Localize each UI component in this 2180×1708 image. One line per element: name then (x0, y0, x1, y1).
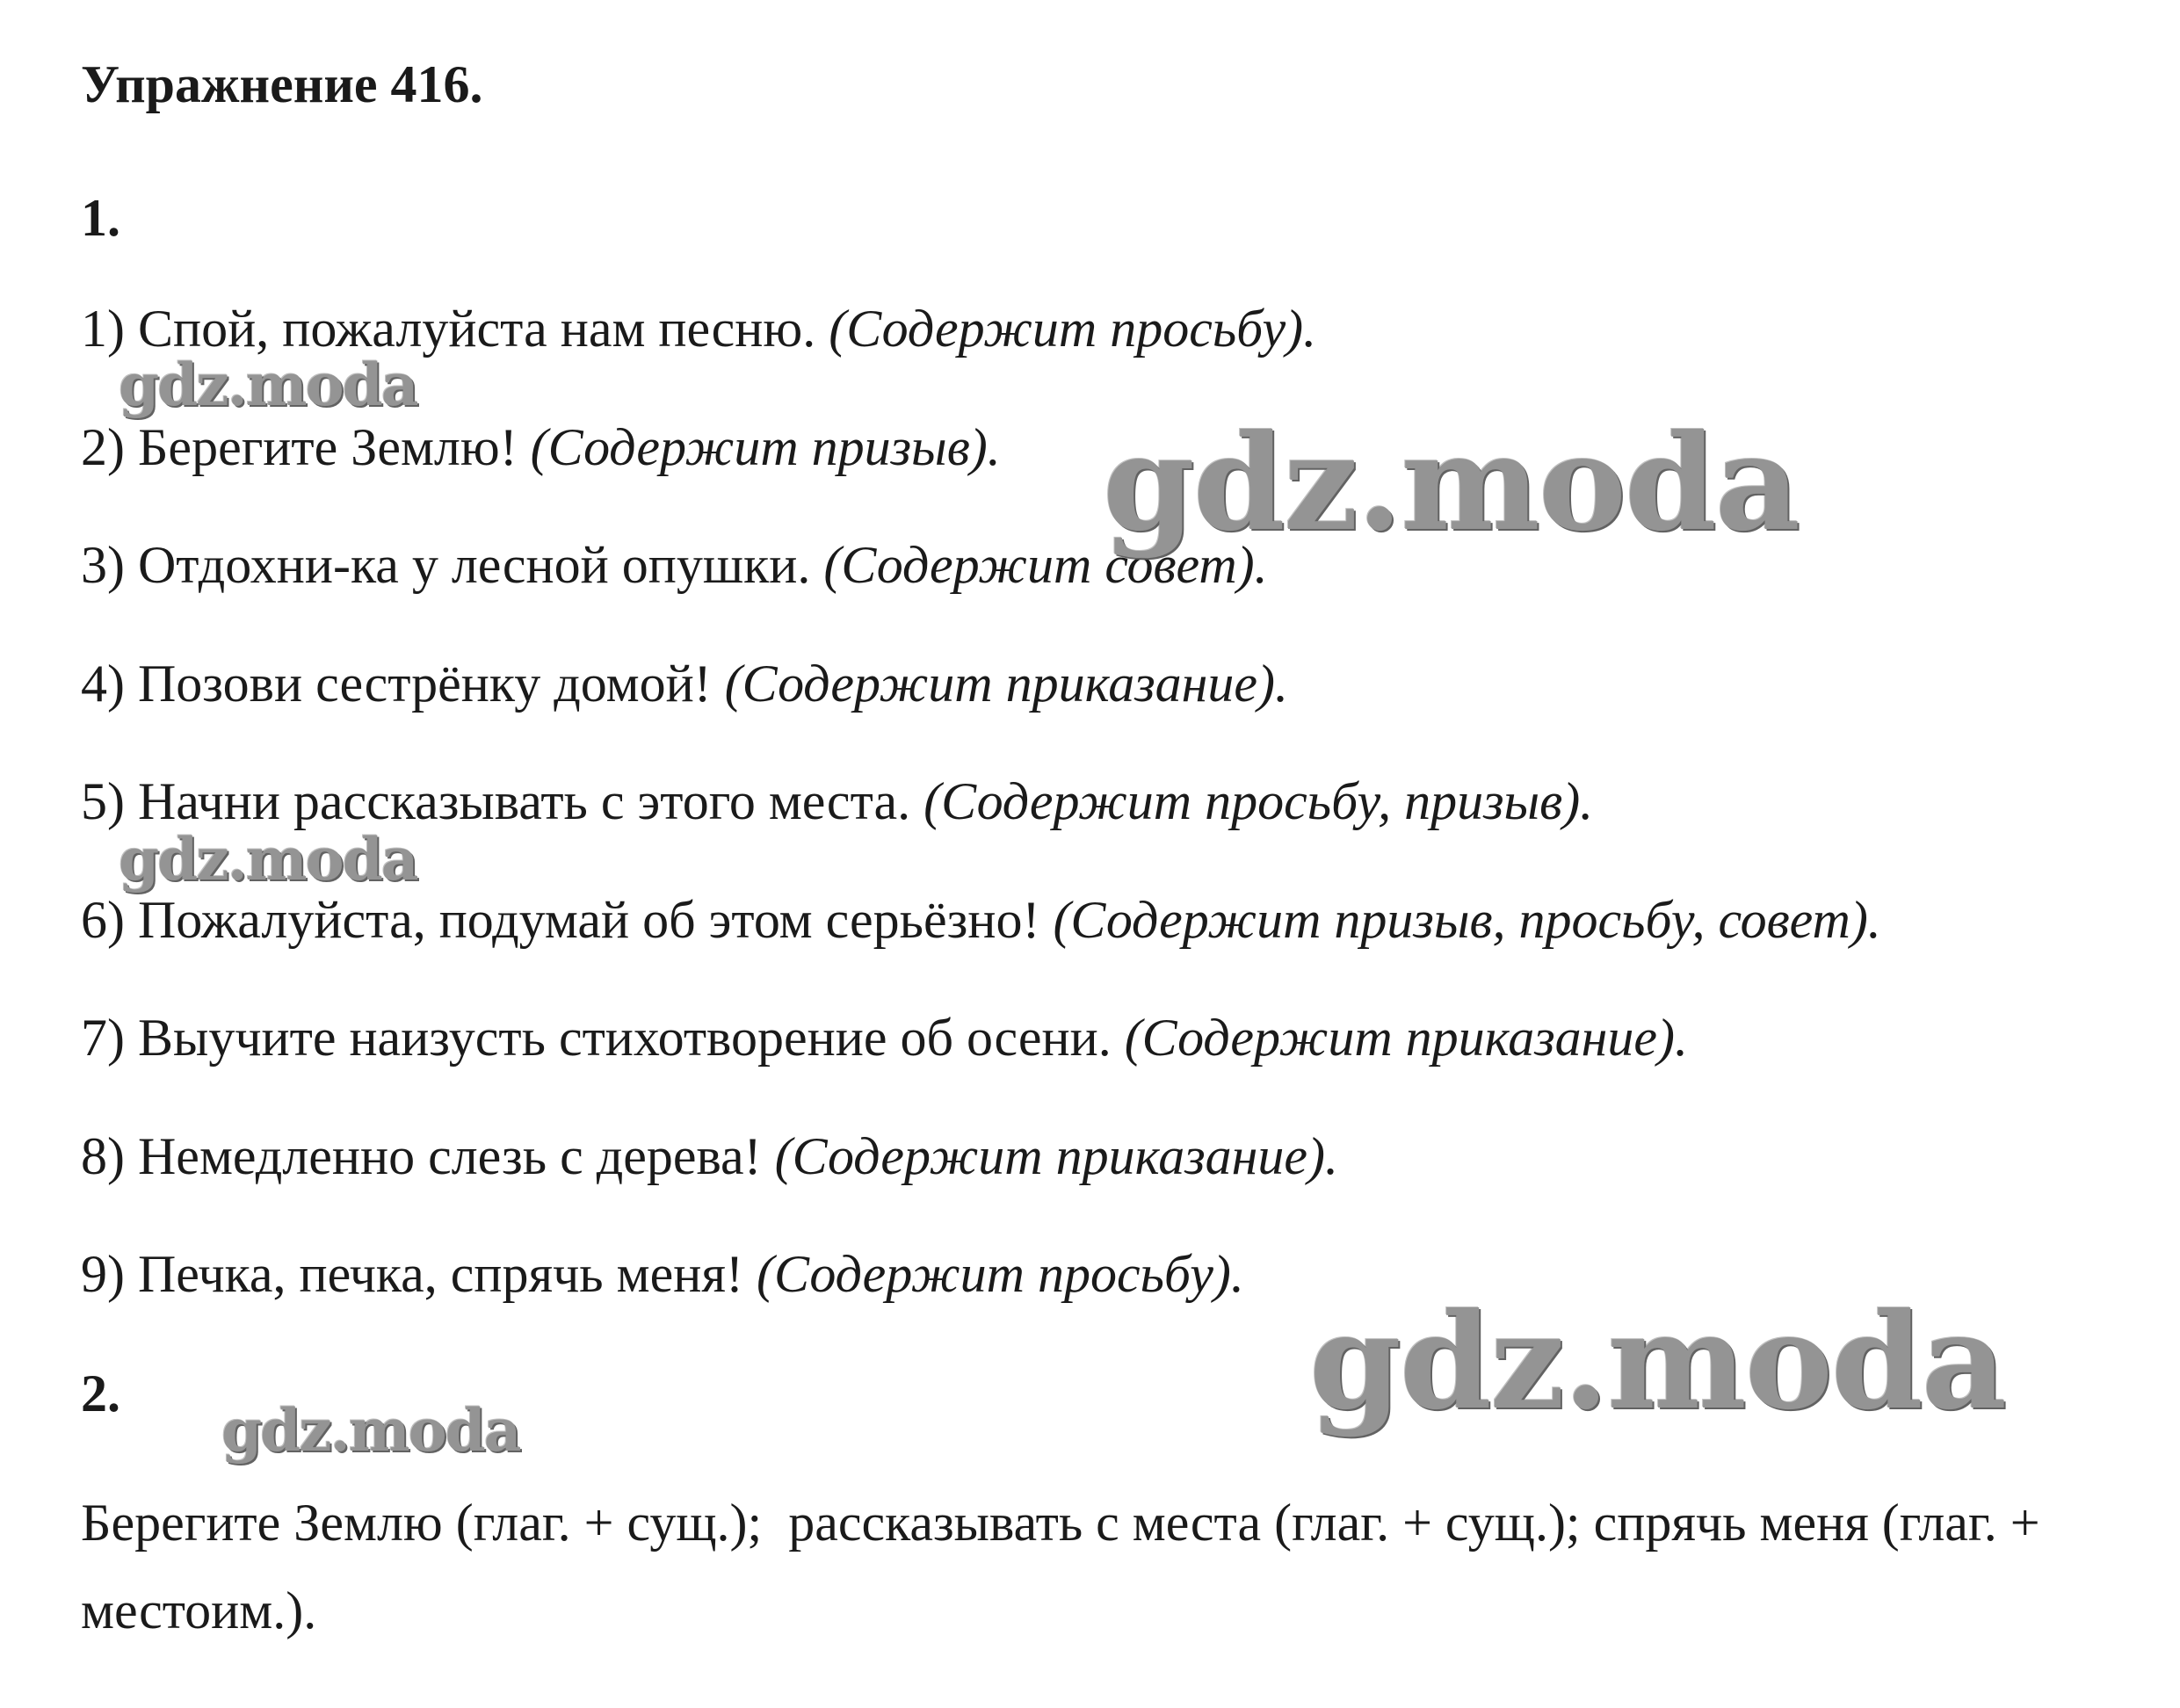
item-note: (Содержит приказание). (774, 1127, 1338, 1185)
list-item (81, 772, 1594, 830)
item-sentence: 8) Немедленно слезь с дерева! (81, 1127, 775, 1185)
item-sentence: 2) Берегите Землю! (81, 418, 531, 476)
item-sentence: 5) Начни рассказывать с этого места. (81, 772, 924, 830)
list-item (81, 536, 1268, 594)
item-note: (Содержит призыв). (530, 418, 1001, 476)
item-note: (Содержит приказание). (1124, 1009, 1689, 1067)
list-item (81, 1127, 1338, 1185)
part-1-label: 1. (81, 189, 120, 247)
item-note: (Содержит приказание). (724, 655, 1288, 713)
list-item (81, 1245, 1244, 1303)
item-note: (Содержит призыв, просьбу, совет). (1053, 891, 1881, 949)
list-item (81, 300, 1317, 358)
list-item (81, 418, 1001, 476)
watermark: gdz.moda (119, 825, 417, 894)
watermark: gdz.moda (221, 1396, 520, 1465)
item-sentence: 3) Отдохни-ка у лесной опушки. (81, 536, 824, 594)
item-sentence: 9) Печка, печка, спрячь меня! (81, 1245, 757, 1303)
watermark: gdz.moda (1309, 1285, 2006, 1439)
item-note: (Содержит просьбу). (829, 300, 1317, 358)
exercise-title: Упражнение 416. (81, 55, 483, 113)
watermark: gdz.moda (119, 351, 417, 419)
item-sentence: 6) Пожалуйста, подумай об этом серьёзно! (81, 891, 1054, 949)
watermark: gdz.moda (1103, 406, 1800, 561)
list-item (81, 891, 1881, 949)
part-2-label: 2. (81, 1364, 120, 1422)
item-note: (Содержит просьбу). (756, 1245, 1244, 1303)
list-item (81, 655, 1288, 713)
list-item (81, 1009, 1689, 1067)
item-sentence: 4) Позови сестрёнку домой! (81, 655, 725, 713)
item-note: (Содержит совет). (823, 536, 1268, 594)
item-note: (Содержит просьбу, призыв). (923, 772, 1594, 830)
item-sentence: 1) Спой, пожалуйста нам песню. (81, 300, 829, 358)
part-2-answer: Берегите Землю (глаг. + сущ.); рассказывать с места (глаг. + сущ.); спрячь меня (глаг. + местоим.). (81, 1494, 2053, 1639)
item-sentence: 7) Выучите наизусть стихотворение об осени. (81, 1009, 1125, 1067)
